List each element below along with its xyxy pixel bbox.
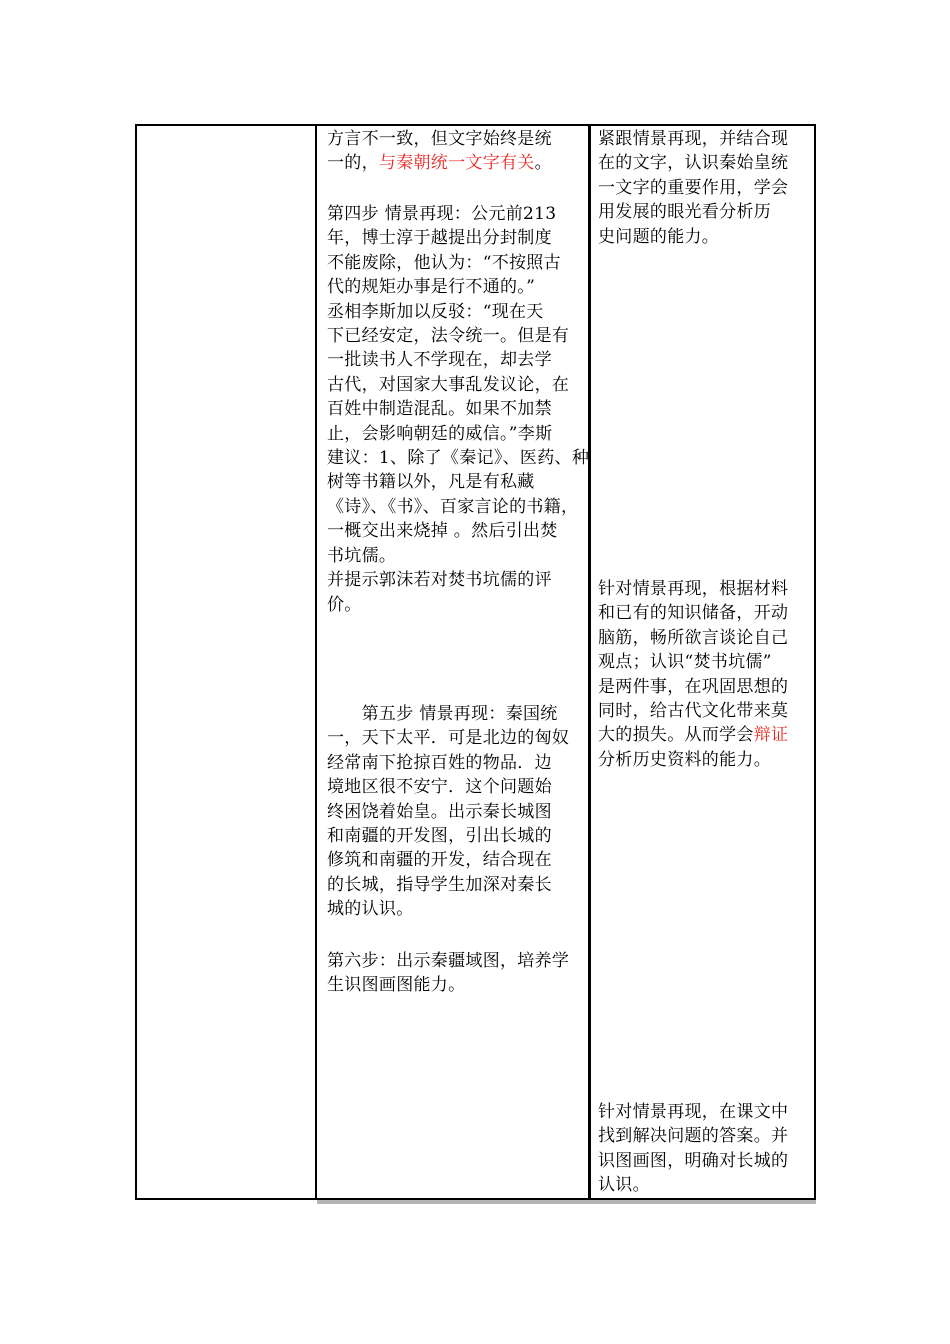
text-line: 一批读书人不学现在，却去学 [327, 350, 552, 371]
text-line: 和南疆的开发图，引出长城的 [327, 826, 552, 847]
table-cell-empty [135, 124, 315, 1200]
text-line: 下已经安定，法令统一。但是有 [327, 326, 570, 347]
text-line: 一，天下太平．可是北边的匈奴 [327, 728, 570, 749]
text-line: 一文字的重要作用，学会 [598, 177, 789, 198]
paragraph-intent-book-burning [598, 577, 788, 772]
text-line: 分析历史资料的能力。 [598, 749, 771, 770]
text-line: 针对情景再现，根据材料 [598, 579, 789, 599]
text-line: 止，会影响朝廷的威信。”李斯 [327, 423, 553, 444]
text-line: 并提示郭沫若对焚书坑儒的评 [327, 570, 552, 591]
text-line: 城的认识。 [327, 899, 414, 920]
paragraph-intent-writing [598, 127, 788, 249]
highlight-text: 辩证 [753, 725, 789, 746]
text-line: 认识。 [598, 1175, 650, 1196]
text-line: 书坑儒。 [327, 545, 397, 566]
paragraph-step-five [327, 702, 569, 922]
text-line: 第六步：出示秦疆域图，培养学 [327, 951, 570, 971]
paragraph-unified-writing [327, 127, 552, 176]
text-line: 紧跟情景再现，并结合现 [598, 129, 789, 149]
text-line: 一的，与秦朝统一文字有关。 [327, 153, 552, 174]
text-line: 识图画图，明确对长城的 [598, 1150, 789, 1171]
text-line: 用发展的眼光看分析历 [598, 202, 771, 223]
text-line: 史问题的能力。 [598, 226, 720, 247]
text-line: 是两件事，在巩固思想的 [598, 676, 789, 697]
text-line: 代的规矩办事是行不通的。” [327, 277, 536, 298]
text-line: 同时，给古代文化带来莫 [598, 701, 789, 722]
text-line: 生识图画图能力。 [327, 975, 466, 996]
text-line: 的长城，指导学生加深对秦长 [327, 874, 552, 895]
text-line: 方言不一致，但文字始终是统 [327, 129, 552, 149]
text-line: 第五步 情景再现：秦国统 [327, 704, 558, 724]
text-line: 一概交出来烧掉 。然后引出焚 [327, 521, 558, 542]
text-line: 经常南下抢掠百姓的物品．边 [327, 752, 552, 773]
text-line: 建议：1、除了《秦记》、医药、种 [327, 448, 590, 469]
text-line: 大的损失。从而学会辩证 [598, 725, 789, 746]
paragraph-intent-great-wall [598, 1100, 788, 1198]
text-line: 第四步 情景再现：公元前213 [327, 204, 557, 224]
table-bottom-shadow [317, 1200, 816, 1204]
text-line: 找到解决问题的答案。并 [598, 1126, 789, 1147]
text-line: 修筑和南疆的开发，结合现在 [327, 850, 552, 871]
text-line: 古代，对国家大事乱发议论，在 [327, 374, 570, 395]
paragraph-step-six [327, 949, 569, 998]
text-line: 价。 [327, 594, 362, 615]
text-line: 脑筋，畅所欲言谈论自己 [598, 627, 789, 648]
text-line: 和已有的知识储备，开动 [598, 603, 789, 624]
paragraph-step-four [327, 202, 589, 617]
text-line: 年，博士淳于越提出分封制度 [327, 228, 552, 249]
text-line: 终困饶着始皇。出示秦长城图 [327, 801, 552, 822]
text-line: 百姓中制造混乱。如果不加禁 [327, 399, 552, 420]
text-line: 树等书籍以外，凡是有私藏 [327, 472, 535, 493]
text-line: 观点；认识“焚书坑儒” [598, 652, 772, 673]
text-line: 丞相李斯加以反驳：“现在天 [327, 301, 544, 322]
text-line: 境地区很不安宁．这个问题始 [327, 777, 552, 798]
text-line: 在的文字，认识秦始皇统 [598, 153, 789, 174]
highlight-text: 与秦朝统一文字有关 [378, 153, 535, 174]
text-line: 不能废除，他认为：“不按照古 [327, 252, 561, 273]
text-line: 《诗》、《书》、百家言论的书籍， [327, 496, 579, 517]
text-line: 针对情景再现，在课文中 [598, 1102, 789, 1122]
